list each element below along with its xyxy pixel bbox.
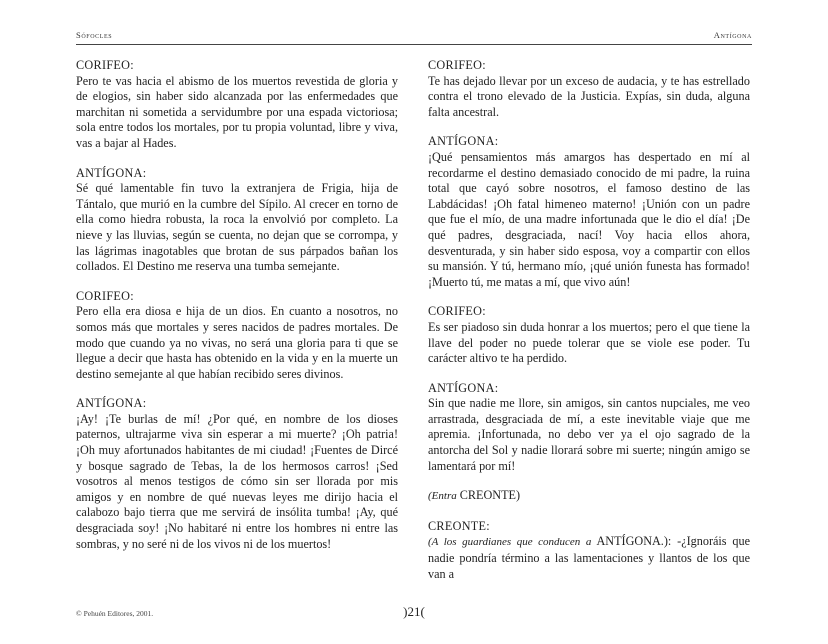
speaker-name: ANTÍGONA: — [76, 396, 147, 411]
dialogue-block — [76, 58, 398, 152]
dialogue-block — [428, 519, 750, 582]
dialogue-text: Es ser piadoso sin duda honrar a los muertos; pero el que tiene la llave del poder no puede tolerar que se viole ese poder. Tu carácter altivo te ha perdido. — [428, 319, 750, 366]
dialogue-text: Sé qué lamentable fin tuvo la extranjera de Frigia, hija de Tántalo, que murió en la cumbre del Sípilo. Al crecer en torno de ella como hiedra robusta, la roca la envolvió por completo. La nieve y las lluvias, según se cuenta, no dejan que se corrompa, y las lágrimas inagotables que brotan de sus párpados bañan los collados. El Destino me reserva una tumba semejante. — [76, 181, 398, 274]
left-column — [76, 58, 398, 566]
speaker-name: CORIFEO: — [428, 304, 486, 319]
dialogue-text: Pero ella era diosa e hija de un dios. En cuanto a nosotros, no somos más que mortales y seres nacidos de padres mortales. De modo que cuando ya no vivas, no será una gloria para ti que se llegue a decir que hasta has obtenido en la vida y en la muerte un destino semejante al que habían recibido seres divinos. — [76, 304, 398, 381]
dialogue-block — [76, 396, 398, 552]
page-number: )21( — [403, 604, 425, 619]
stage-direction — [428, 488, 750, 505]
running-header-author: Sófocles — [76, 30, 113, 40]
addressee-name: ANTÍGONA.): — [596, 534, 672, 549]
dialogue-block — [428, 304, 750, 366]
dialogue-text: Sin que nadie me llore, sin amigos, sin cantos nupciales, me veo arrastrada, desgraciada de mí, a este inevitable viaje que me apremia. ¡Infortunada, no debo ver ya el ojo sagrado de la antorcha del Sol y nadie llorará sobre mi suerte; ningún amigo se lamentará por mí! — [428, 396, 750, 473]
dialogue-block — [76, 166, 398, 275]
speaker-name: ANTÍGONA: — [76, 165, 147, 180]
dialogue-text — [428, 534, 750, 582]
dialogue-block — [428, 381, 750, 475]
stage-direction-italic: (A los guardianes que conducen a — [428, 536, 592, 549]
dialogue-block — [428, 134, 750, 290]
running-header-title: Antígona — [713, 30, 752, 40]
stage-direction-name: CREONTE) — [459, 488, 521, 503]
right-column — [428, 58, 750, 596]
speaker-name: CORIFEO: — [76, 58, 134, 72]
speaker-name: CREONTE: — [428, 518, 490, 533]
speaker-name: CORIFEO: — [428, 58, 486, 72]
dialogue-text-continued: -¿Ignoráis que nadie pondría término a las lamentaciones y llantos de los que van a — [428, 534, 750, 581]
speaker-name: CORIFEO: — [76, 288, 134, 303]
speaker-name: ANTÍGONA: — [428, 380, 499, 395]
dialogue-block — [428, 58, 750, 120]
copyright-notice: © Pehuén Editores, 2001. — [76, 609, 154, 618]
stage-direction-italic: (Entra — [428, 490, 457, 503]
speaker-name: ANTÍGONA: — [428, 134, 499, 149]
dialogue-text: ¡Qué pensamientos más amargos has despertado en mí al recordarme el destino demasiado conocido de mi padre, la ruina total que cayó sobre nosotros, el famoso destino de las Labdácidas! ¡Oh fatal himeneo materno! ¡Unión con un padre que fue el mío, de una madre infortunada que le dio el día! ¡De qué padres, desgraciada, nací! Voy hacia ellos ahora, desventurada, y sin haber sido esposa, voy a compartir con ellos su mansión. Y tú, hermano mío, ¡qué unión funesta has formado! ¡Muerto tú, me matas a mí, que vivo aún! — [428, 149, 750, 289]
dialogue-text: ¡Ay! ¡Te burlas de mí! ¿Por qué, en nombre de los dioses paternos, ultrajarme viva sin esperar a mi muerte? ¡Oh patria! ¡Oh muy afortunados habitantes de mi ciudad! ¡Fuentes de Dircé y bosque sagrado de Tebas, la de los hermosos carros! ¡Sed vosotros al menos testigos de cómo sin ser llorada por mis amigos y en nombre de qué nuevas leyes me dirijo hacia el calabozo bajo tierra que me servirá de insólita tumba! ¡Ay, qué desgraciada soy! ¡No habitaré ni entre los hombres ni entre las sombras, y no seré ni de los vivos ni de los muertos! — [76, 411, 398, 551]
dialogue-text: Te has dejado llevar por un exceso de audacia, y te has estrellado contra el trono elevado de la Justicia. Expías, sin duda, alguna falta ancestral. — [428, 73, 750, 119]
dialogue-text: Pero te vas hacia el abismo de los muertos revestida de gloria y de elogios, sin haber sido alcanzada por las enfermedades que marchitan ni sometida a servidumbre por una espada victoriosa; sola entre todos los mortales, por tu propia voluntad, libre y viva, vas a bajar al Hades. — [76, 73, 398, 150]
dialogue-block — [76, 289, 398, 383]
header-rule — [76, 44, 752, 45]
